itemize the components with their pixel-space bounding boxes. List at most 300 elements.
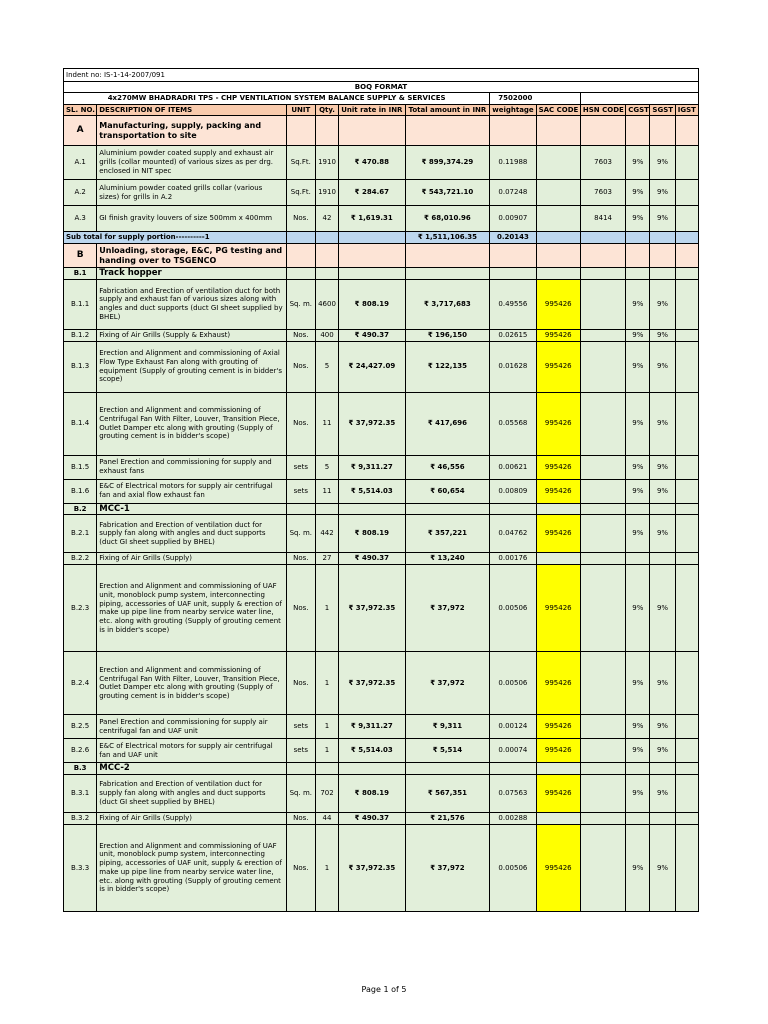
unit-cell: Sq. m. [286, 774, 315, 812]
table-row [64, 652, 699, 715]
sac-code-cell: 995426 [536, 515, 580, 553]
table-row [64, 180, 699, 206]
description-cell: Erection and Alignment and commissioning of Axial Flow Type Exhaust Fan along with grouting of equipment (Supply of grouting cement is in bidder's scope) [97, 341, 286, 392]
sl-no-cell: A.2 [64, 180, 97, 206]
cgst-cell: 9% [626, 329, 650, 341]
group-blank [339, 268, 406, 280]
boq-table [63, 68, 699, 912]
unit-rate-cell: ₹ 5,514.03 [339, 479, 406, 503]
group-blank [536, 503, 580, 515]
section-blank [490, 116, 536, 146]
description-cell: Fixing of Air Grills (Supply) [97, 553, 286, 565]
igst-cell [675, 279, 698, 329]
weightage-cell: 0.00809 [490, 479, 536, 503]
sgst-cell: 9% [650, 739, 675, 763]
unit-cell: Nos. [286, 341, 315, 392]
igst-cell [675, 206, 698, 232]
section-blank [286, 116, 315, 146]
subtotal-row [64, 232, 699, 244]
weightage-cell: 0.00176 [490, 553, 536, 565]
sgst-cell: 9% [650, 180, 675, 206]
unit-rate-cell: ₹ 808.19 [339, 774, 406, 812]
table-row [64, 455, 699, 479]
weightage-cell: 0.00074 [490, 739, 536, 763]
unit-rate-cell: ₹ 37,972.35 [339, 392, 406, 455]
igst-cell [675, 146, 698, 180]
igst-cell [675, 652, 698, 715]
hsn-code-cell: 8414 [580, 206, 625, 232]
unit-rate-cell: ₹ 490.37 [339, 553, 406, 565]
unit-rate-cell: ₹ 284.67 [339, 180, 406, 206]
description-cell: Erection and Alignment and commissioning of UAF unit, monoblock pump system, interconnecting piping, accessories of UAF unit, supply & erection of make up pipe line from nearby service water line, etc. along with grouting (Supply of grouting cement is in bidder's scope) [97, 824, 286, 911]
section-blank [536, 116, 580, 146]
description-cell: GI finish gravity louvers of size 500mm x 400mm [97, 206, 286, 232]
sgst-cell: 9% [650, 206, 675, 232]
col-header-qty: Qty. [315, 105, 338, 116]
section-blank [650, 244, 675, 268]
sgst-cell: 9% [650, 565, 675, 652]
weightage-cell: 0.00506 [490, 824, 536, 911]
sgst-cell: 9% [650, 279, 675, 329]
description-cell: Panel Erection and commissioning for supply air centrifugal fan and UAF unit [97, 715, 286, 739]
table-row [64, 479, 699, 503]
sac-code-cell [536, 812, 580, 824]
col-header-description: DESCRIPTION OF ITEMS [97, 105, 286, 116]
subtotal-blank [650, 232, 675, 244]
igst-cell [675, 392, 698, 455]
total-amount-cell: ₹ 37,972 [405, 565, 490, 652]
hsn-code-cell [580, 329, 625, 341]
sac-code-cell: 995426 [536, 739, 580, 763]
qty-cell: 442 [315, 515, 338, 553]
sgst-cell: 9% [650, 329, 675, 341]
group-blank [580, 503, 625, 515]
col-header-total-amount: Total amount in INR [405, 105, 490, 116]
section-blank [405, 244, 490, 268]
page-footer: Page 1 of 5 [361, 985, 407, 994]
hsn-code-cell [580, 455, 625, 479]
qty-cell: 5 [315, 341, 338, 392]
table-row [64, 553, 699, 565]
group-blank [675, 503, 698, 515]
group-blank [675, 268, 698, 280]
weightage-cell: 0.00506 [490, 652, 536, 715]
cgst-cell: 9% [626, 341, 650, 392]
cgst-cell: 9% [626, 146, 650, 180]
table-row [64, 279, 699, 329]
qty-cell: 11 [315, 392, 338, 455]
total-amount-cell: ₹ 417,696 [405, 392, 490, 455]
sgst-cell: 9% [650, 146, 675, 180]
subtotal-blank [675, 232, 698, 244]
hsn-code-cell [580, 739, 625, 763]
group-blank [626, 503, 650, 515]
subtotal-blank [580, 232, 625, 244]
sl-no-cell: B.2.5 [64, 715, 97, 739]
igst-cell [675, 180, 698, 206]
weightage-cell: 0.00124 [490, 715, 536, 739]
sac-code-cell: 995426 [536, 341, 580, 392]
group-blank [315, 503, 338, 515]
indent-row [64, 69, 699, 82]
qty-cell: 5 [315, 455, 338, 479]
description-cell: E&C of Electrical motors for supply air centrifugal fan and axial flow exhaust fan [97, 479, 286, 503]
group-blank [650, 763, 675, 775]
section-blank [339, 116, 406, 146]
hsn-code-cell [580, 812, 625, 824]
igst-cell [675, 824, 698, 911]
group-blank [405, 503, 490, 515]
sac-code-cell [536, 206, 580, 232]
unit-rate-cell: ₹ 470.88 [339, 146, 406, 180]
description-cell: Fabrication and Erection of ventilation duct for both supply and exhaust fan of various sizes along with angles and duct supports (duct GI sheet supplied by BHEL) [97, 279, 286, 329]
sl-no-cell: A.3 [64, 206, 97, 232]
group-blank [650, 503, 675, 515]
sac-code-cell: 995426 [536, 565, 580, 652]
hsn-code-cell: 7603 [580, 180, 625, 206]
unit-rate-cell: ₹ 1,619.31 [339, 206, 406, 232]
cgst-cell: 9% [626, 392, 650, 455]
igst-cell [675, 812, 698, 824]
cgst-cell: 9% [626, 279, 650, 329]
hsn-code-cell [580, 279, 625, 329]
subtotal-weightage: 0.20143 [490, 232, 536, 244]
group-row [64, 503, 699, 515]
section-blank [626, 116, 650, 146]
section-blank [315, 116, 338, 146]
section-blank [536, 244, 580, 268]
qty-cell: 1 [315, 565, 338, 652]
group-blank [536, 763, 580, 775]
sl-no-cell: B.1.2 [64, 329, 97, 341]
unit-rate-cell: ₹ 490.37 [339, 812, 406, 824]
cgst-cell: 9% [626, 824, 650, 911]
group-blank [626, 268, 650, 280]
col-header-hsn-code: HSN CODE [580, 105, 625, 116]
section-blank [286, 244, 315, 268]
igst-cell [675, 455, 698, 479]
unit-cell: Nos. [286, 652, 315, 715]
igst-cell [675, 329, 698, 341]
total-amount-cell: ₹ 9,311 [405, 715, 490, 739]
sac-code-cell: 995426 [536, 479, 580, 503]
unit-cell: sets [286, 715, 315, 739]
sl-no-cell: B.1.6 [64, 479, 97, 503]
subtotal-amount: ₹ 1,511,106.35 [405, 232, 490, 244]
sac-code-cell: 995426 [536, 329, 580, 341]
section-blank [580, 244, 625, 268]
cgst-cell: 9% [626, 652, 650, 715]
section-blank [650, 116, 675, 146]
section-blank [315, 244, 338, 268]
total-amount-cell: ₹ 5,514 [405, 739, 490, 763]
weightage-cell: 0.07563 [490, 774, 536, 812]
group-number: B.2 [64, 503, 97, 515]
col-header-cgst: CGST [626, 105, 650, 116]
group-blank [675, 763, 698, 775]
sac-code-cell: 995426 [536, 824, 580, 911]
qty-cell: 27 [315, 553, 338, 565]
sac-code-cell: 995426 [536, 279, 580, 329]
section-blank [339, 244, 406, 268]
section-blank [675, 116, 698, 146]
unit-cell: Nos. [286, 812, 315, 824]
cgst-cell: 9% [626, 774, 650, 812]
qty-cell: 1 [315, 824, 338, 911]
table-row [64, 824, 699, 911]
unit-cell: sets [286, 455, 315, 479]
cgst-cell: 9% [626, 515, 650, 553]
group-blank [580, 268, 625, 280]
hsn-code-cell [580, 341, 625, 392]
qty-cell: 1910 [315, 146, 338, 180]
group-row [64, 763, 699, 775]
table-row [64, 565, 699, 652]
unit-cell: Nos. [286, 565, 315, 652]
igst-cell [675, 565, 698, 652]
cgst-cell: 9% [626, 479, 650, 503]
section-blank [490, 244, 536, 268]
sl-no-cell: B.1.1 [64, 279, 97, 329]
cgst-cell: 9% [626, 206, 650, 232]
unit-cell: Nos. [286, 329, 315, 341]
hsn-code-cell [580, 479, 625, 503]
group-blank [405, 268, 490, 280]
hsn-code-cell [580, 652, 625, 715]
subtotal-blank [315, 232, 338, 244]
sac-code-cell: 995426 [536, 715, 580, 739]
unit-cell: sets [286, 479, 315, 503]
description-cell: Aluminium powder coated supply and exhaust air grills (collar mounted) of various sizes as per drg. enclosed in NIT spec [97, 146, 286, 180]
qty-cell: 11 [315, 479, 338, 503]
qty-cell: 1 [315, 739, 338, 763]
col-header-weightage: weightage [490, 105, 536, 116]
unit-rate-cell: ₹ 37,972.35 [339, 824, 406, 911]
group-blank [315, 763, 338, 775]
subtotal-blank [536, 232, 580, 244]
column-header-row [64, 105, 699, 116]
group-number: B.3 [64, 763, 97, 775]
group-blank [315, 268, 338, 280]
section-row [64, 244, 699, 268]
group-title: MCC-1 [97, 503, 286, 515]
sl-no-cell: B.3.2 [64, 812, 97, 824]
section-blank [405, 116, 490, 146]
igst-cell [675, 515, 698, 553]
col-header-igst: IGST [675, 105, 698, 116]
group-blank [286, 268, 315, 280]
igst-cell [675, 553, 698, 565]
col-header-sac-code: SAC CODE [536, 105, 580, 116]
unit-rate-cell: ₹ 808.19 [339, 515, 406, 553]
sac-code-cell: 995426 [536, 652, 580, 715]
hsn-code-cell [580, 553, 625, 565]
sgst-cell: 9% [650, 774, 675, 812]
sl-no-cell: A.1 [64, 146, 97, 180]
unit-cell: Sq.Ft. [286, 146, 315, 180]
subtotal-blank [626, 232, 650, 244]
cgst-cell: 9% [626, 565, 650, 652]
total-amount-cell: ₹ 46,556 [405, 455, 490, 479]
project-name: 4x270MW BHADRADRI TPS - CHP VENTILATION SYSTEM BALANCE SUPPLY & SERVICES [64, 93, 490, 105]
subtotal-blank [339, 232, 406, 244]
col-header-sgst: SGST [650, 105, 675, 116]
total-amount-cell: ₹ 37,972 [405, 824, 490, 911]
boq-title: BOQ FORMAT [64, 82, 699, 93]
group-blank [339, 503, 406, 515]
hsn-code-cell [580, 715, 625, 739]
weightage-cell: 0.00907 [490, 206, 536, 232]
sl-no-cell: B.1.4 [64, 392, 97, 455]
table-row [64, 392, 699, 455]
sl-no-cell: B.2.6 [64, 739, 97, 763]
cgst-cell: 9% [626, 455, 650, 479]
sl-no-cell: B.1.3 [64, 341, 97, 392]
description-cell: Erection and Alignment and commissioning of Centrifugal Fan With Filter, Louver, Transition Piece, Outlet Damper etc along with grouting (Supply of grouting cement is in bidder's scope) [97, 392, 286, 455]
section-number: B [64, 244, 97, 268]
sl-no-cell: B.2.1 [64, 515, 97, 553]
sac-code-cell [536, 553, 580, 565]
group-title: MCC-2 [97, 763, 286, 775]
weightage-cell: 0.00506 [490, 565, 536, 652]
sac-code-cell [536, 146, 580, 180]
sl-no-cell: B.2.3 [64, 565, 97, 652]
project-row-blank [580, 93, 698, 105]
boq-table-body [64, 69, 699, 912]
subtotal-label: Sub total for supply portion----------1 [64, 232, 287, 244]
group-blank [650, 268, 675, 280]
unit-cell: Nos. [286, 824, 315, 911]
unit-rate-cell: ₹ 9,311.27 [339, 455, 406, 479]
table-row [64, 329, 699, 341]
table-row [64, 146, 699, 180]
description-cell: Aluminium powder coated grills collar (various sizes) for grills in A.2 [97, 180, 286, 206]
description-cell: Fabrication and Erection of ventilation duct for supply fan along with angles and duct supports (duct GI sheet supplied by BHEL) [97, 774, 286, 812]
description-cell: Erection and Alignment and commissioning of Centrifugal Fan With Filter, Louver, Transition Piece, Outlet Damper etc along with grouting (Supply of grouting cement is in bidder's scope) [97, 652, 286, 715]
description-cell: Fabrication and Erection of ventilation duct for supply fan along with angles and duct supports (duct GI sheet supplied by BHEL) [97, 515, 286, 553]
sgst-cell: 9% [650, 715, 675, 739]
unit-cell: Nos. [286, 206, 315, 232]
sl-no-cell: B.3.1 [64, 774, 97, 812]
sgst-cell [650, 553, 675, 565]
table-row [64, 774, 699, 812]
hsn-code-cell [580, 774, 625, 812]
weightage-cell: 0.00288 [490, 812, 536, 824]
unit-rate-cell: ₹ 5,514.03 [339, 739, 406, 763]
description-cell: Fixing of Air Grills (Supply & Exhaust) [97, 329, 286, 341]
qty-cell: 1 [315, 652, 338, 715]
unit-cell: Sq. m. [286, 279, 315, 329]
section-blank [675, 244, 698, 268]
unit-cell: Nos. [286, 392, 315, 455]
section-row [64, 116, 699, 146]
total-amount-cell: ₹ 68,010.96 [405, 206, 490, 232]
igst-cell [675, 739, 698, 763]
hsn-code-cell [580, 515, 625, 553]
table-row [64, 341, 699, 392]
unit-rate-cell: ₹ 37,972.35 [339, 652, 406, 715]
group-blank [490, 503, 536, 515]
weightage-cell: 0.02615 [490, 329, 536, 341]
unit-rate-cell: ₹ 490.37 [339, 329, 406, 341]
total-amount-cell: ₹ 13,240 [405, 553, 490, 565]
total-amount-cell: ₹ 899,374.29 [405, 146, 490, 180]
hsn-code-cell: 7603 [580, 146, 625, 180]
sl-no-cell: B.1.5 [64, 455, 97, 479]
project-row [64, 93, 699, 105]
unit-rate-cell: ₹ 24,427.09 [339, 341, 406, 392]
igst-cell [675, 774, 698, 812]
total-amount-cell: ₹ 543,721.10 [405, 180, 490, 206]
total-amount-cell: ₹ 122,135 [405, 341, 490, 392]
col-header-unit: UNIT [286, 105, 315, 116]
sgst-cell: 9% [650, 341, 675, 392]
total-amount-cell: ₹ 21,576 [405, 812, 490, 824]
sl-no-cell: B.2.4 [64, 652, 97, 715]
qty-cell: 4600 [315, 279, 338, 329]
table-row [64, 812, 699, 824]
total-amount-cell: ₹ 357,221 [405, 515, 490, 553]
sac-code-cell: 995426 [536, 455, 580, 479]
table-row [64, 739, 699, 763]
weightage-cell: 0.49556 [490, 279, 536, 329]
cgst-cell: 9% [626, 739, 650, 763]
sgst-cell: 9% [650, 515, 675, 553]
group-blank [626, 763, 650, 775]
sac-code-cell: 995426 [536, 774, 580, 812]
description-cell: Panel Erection and commissioning for supply and exhaust fans [97, 455, 286, 479]
section-blank [580, 116, 625, 146]
unit-rate-cell: ₹ 37,972.35 [339, 565, 406, 652]
group-blank [286, 763, 315, 775]
sac-code-cell [536, 180, 580, 206]
total-amount-cell: ₹ 196,150 [405, 329, 490, 341]
sac-code-cell: 995426 [536, 392, 580, 455]
cgst-cell [626, 812, 650, 824]
total-amount-cell: ₹ 37,972 [405, 652, 490, 715]
sgst-cell: 9% [650, 479, 675, 503]
subtotal-blank [286, 232, 315, 244]
unit-rate-cell: ₹ 808.19 [339, 279, 406, 329]
sl-no-cell: B.2.2 [64, 553, 97, 565]
project-total: 7502000 [490, 93, 581, 105]
title-row [64, 82, 699, 93]
group-number: B.1 [64, 268, 97, 280]
hsn-code-cell [580, 824, 625, 911]
group-blank [536, 268, 580, 280]
group-row [64, 268, 699, 280]
indent-number: Indent no: IS-1-14-2007/091 [64, 69, 699, 82]
sgst-cell [650, 812, 675, 824]
sl-no-cell: B.3.3 [64, 824, 97, 911]
cgst-cell: 9% [626, 180, 650, 206]
total-amount-cell: ₹ 567,351 [405, 774, 490, 812]
sgst-cell: 9% [650, 824, 675, 911]
qty-cell: 1 [315, 715, 338, 739]
cgst-cell [626, 553, 650, 565]
section-title: Manufacturing, supply, packing and transportation to site [97, 116, 286, 146]
weightage-cell: 0.00621 [490, 455, 536, 479]
igst-cell [675, 341, 698, 392]
hsn-code-cell [580, 392, 625, 455]
igst-cell [675, 479, 698, 503]
group-blank [490, 763, 536, 775]
weightage-cell: 0.07248 [490, 180, 536, 206]
section-number: A [64, 116, 97, 146]
weightage-cell: 0.04762 [490, 515, 536, 553]
hsn-code-cell [580, 565, 625, 652]
section-title: Unloading, storage, E&C, PG testing and handing over to TSGENCO [97, 244, 286, 268]
